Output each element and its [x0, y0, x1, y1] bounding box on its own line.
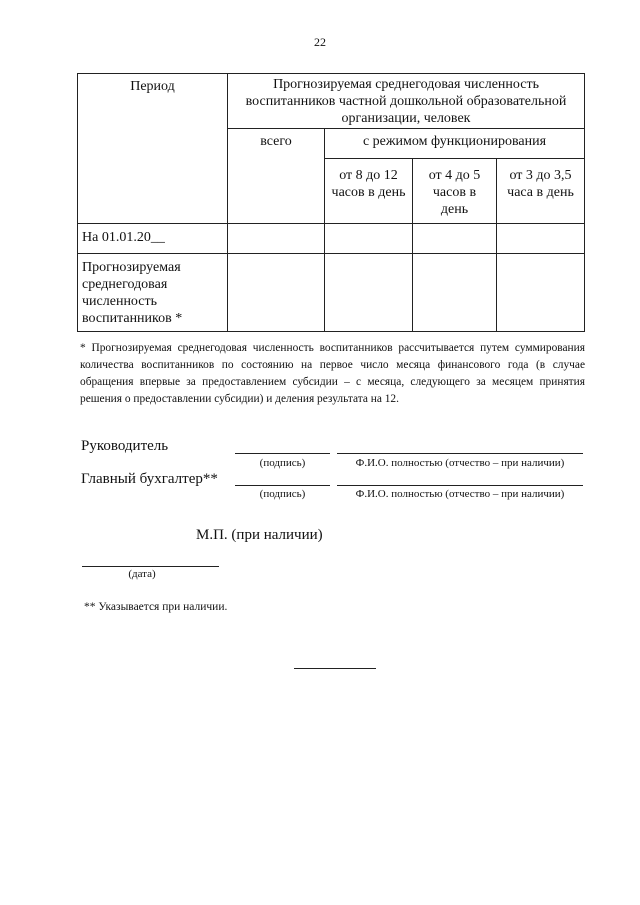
table-cell	[497, 254, 585, 332]
table-cell	[228, 254, 325, 332]
date-line	[82, 566, 219, 567]
date-caption: (дата)	[128, 568, 156, 580]
row-label: На 01.01.20__	[78, 224, 228, 254]
period-header: Период	[78, 74, 228, 224]
head-label: Руководитель	[81, 438, 169, 454]
table-cell	[413, 254, 497, 332]
table-row	[78, 254, 585, 332]
table-cell	[413, 224, 497, 254]
head-signature-line	[235, 453, 330, 454]
footnote: * Прогнозируемая среднегодовая численность воспитанников рассчитывается путем суммирования количества воспитанников по состоянию на первое число месяца финансового года (в случае обращения впервые за предоставлением субсидии – с месяца, следующего за месяцем принятия решения о предоставлении субсидии) и деления результата на 12.	[80, 342, 585, 405]
accountant-signature-line	[235, 485, 330, 486]
table-cell	[228, 224, 325, 254]
row-label: Прогнозируемая среднегодовая численность воспитанников *	[78, 254, 228, 332]
end-divider	[294, 668, 376, 669]
head-name-caption: Ф.И.О. полностью (отчество – при наличии)	[355, 457, 565, 469]
accountant-label: Главный бухгалтер**	[81, 471, 218, 487]
table-row	[78, 224, 585, 254]
mode-3-35-header: от 3 до 3,5 часа в день	[497, 159, 585, 224]
total-header: всего	[228, 129, 325, 224]
head-signature-caption: (подпись)	[259, 457, 306, 469]
head-name-line	[337, 453, 583, 454]
forecast-table	[77, 73, 585, 332]
note: ** Указывается при наличии.	[84, 601, 228, 613]
accountant-name-line	[337, 485, 583, 486]
stamp-label: М.П. (при наличии)	[196, 527, 323, 543]
table-cell	[325, 224, 413, 254]
mode-header: с режимом функционирования	[325, 129, 585, 159]
table-cell	[497, 224, 585, 254]
table-cell	[325, 254, 413, 332]
accountant-signature-caption: (подпись)	[259, 488, 306, 500]
page-number: 22	[314, 35, 326, 49]
accountant-name-caption: Ф.И.О. полностью (отчество – при наличии)	[355, 488, 565, 500]
mode-4-5-header: от 4 до 5 часов в день	[413, 159, 497, 224]
mode-8-12-header: от 8 до 12 часов в день	[325, 159, 413, 224]
forecast-header: Прогнозируемая среднегодовая численность воспитанников частной дошкольной образовательной организации, человек	[228, 74, 585, 129]
